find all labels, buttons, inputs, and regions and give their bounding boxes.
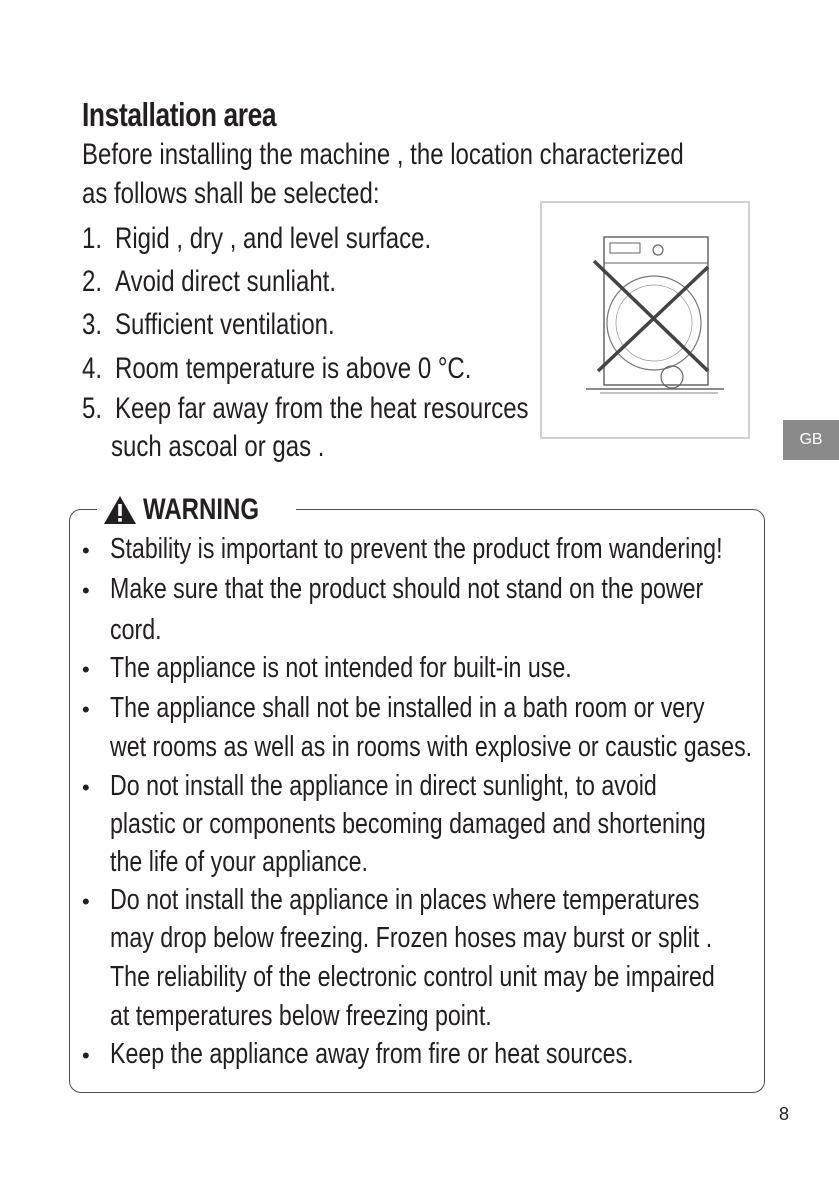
bullet-icon: • xyxy=(82,889,90,914)
language-tab: GB xyxy=(783,420,839,460)
warning-text-line: The appliance is not intended for built-in use. xyxy=(110,652,572,684)
requirement-number: 5. xyxy=(82,392,103,425)
warning-text-line: Keep the appliance away from fire or heat sources. xyxy=(110,1038,634,1070)
warning-text-line: at temperatures below freezing point. xyxy=(110,1000,492,1032)
bullet-icon: • xyxy=(82,538,90,563)
requirement-text: Room temperature is above 0 °C. xyxy=(115,352,472,385)
requirement-number: 2. xyxy=(82,265,103,298)
requirement-number: 1. xyxy=(82,222,103,255)
intro-line-2: as follows shall be selected: xyxy=(82,177,380,210)
section-title: Installation area xyxy=(82,96,277,133)
requirement-text-continuation: such ascoal or gas . xyxy=(111,430,325,463)
bullet-icon: • xyxy=(82,775,90,800)
bullet-icon: • xyxy=(82,697,90,722)
warning-triangle-icon xyxy=(103,495,137,525)
bullet-icon: • xyxy=(82,578,90,603)
warning-text-line: plastic or components becoming damaged and shortening xyxy=(110,808,706,840)
intro-line-1: Before installing the machine , the location characterized xyxy=(82,138,684,171)
page-number: 8 xyxy=(779,1104,790,1124)
warning-text-line: The appliance shall not be installed in a bath room or very xyxy=(110,692,705,724)
crossed-out-washing-machine-icon xyxy=(542,203,748,437)
requirement-number: 3. xyxy=(82,308,103,341)
warning-text-line: may drop below freezing. Frozen hoses may burst or split . xyxy=(110,922,713,954)
warning-text-line: Make sure that the product should not stand on the power xyxy=(110,573,704,605)
bullet-icon: • xyxy=(82,657,90,682)
bullet-icon: • xyxy=(82,1043,90,1068)
warning-text-line: Do not install the appliance in direct sunlight, to avoid xyxy=(110,770,657,802)
warning-text-line: cord. xyxy=(110,614,162,646)
requirement-text: Rigid , dry , and level surface. xyxy=(115,222,432,255)
warning-text-line: Do not install the appliance in places where temperatures xyxy=(110,884,700,916)
warning-text-line: wet rooms as well as in rooms with explosive or caustic gases. xyxy=(110,731,753,763)
warning-header xyxy=(97,490,296,530)
warning-text-line: Stability is important to prevent the product from wandering! xyxy=(110,533,723,565)
warning-text-line: the life of your appliance. xyxy=(110,846,368,878)
requirement-number: 4. xyxy=(82,352,103,385)
figure-box xyxy=(540,201,750,439)
requirement-text: Keep far away from the heat resources xyxy=(115,392,529,425)
requirement-text: Avoid direct sunliaht. xyxy=(115,265,337,298)
requirement-text: Sufficient ventilation. xyxy=(115,308,335,341)
warning-text-line: The reliability of the electronic control unit may be impaired xyxy=(110,961,715,993)
warning-label: WARNING xyxy=(143,493,259,526)
